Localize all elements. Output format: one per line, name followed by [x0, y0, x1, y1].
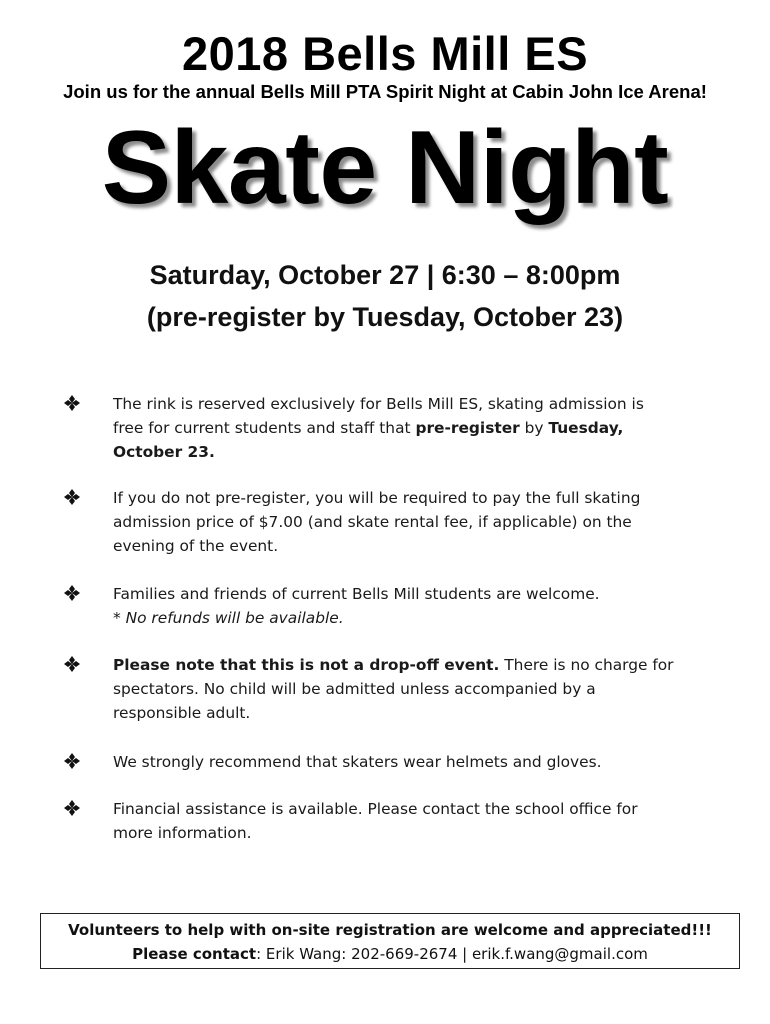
diamond-bullet-icon	[62, 393, 82, 413]
text-run-bold: Please note that this is not a drop-off event.	[113, 656, 500, 674]
list-item-line: Financial assistance is available. Please contact the school office for	[113, 800, 638, 818]
text-run-bold: Tuesday,	[548, 419, 624, 437]
contact-separator: :	[256, 945, 266, 963]
page-title: 2018 Bells Mill ES	[181, 27, 589, 80]
list-item-text	[113, 392, 703, 464]
list-item-text	[113, 750, 703, 774]
event-date-block	[0, 254, 770, 338]
diamond-bullet-icon	[62, 583, 82, 603]
page-subtitle: Join us for the annual Bells Mill PTA Spirit Night at Cabin John Ice Arena!	[63, 81, 707, 102]
headline: Skate Night	[101, 110, 669, 226]
event-date-time: Saturday, October 27 | 6:30 – 8:00pm	[149, 260, 621, 290]
list-item-line: October 23.	[113, 443, 215, 461]
list-item-line: evening of the event.	[113, 537, 279, 555]
text-run: free for current students and staff that	[113, 419, 416, 437]
diamond-bullet-icon	[62, 654, 82, 674]
list-item-line: * No refunds will be available.	[113, 609, 344, 627]
diamond-bullet-icon	[62, 487, 82, 507]
list-item-text	[113, 486, 703, 558]
list-item-line	[113, 653, 703, 677]
volunteer-contact	[41, 942, 739, 966]
event-register-note: (pre-register by Tuesday, October 23)	[146, 302, 624, 332]
list-item-line: The rink is reserved exclusively for Bells Mill ES, skating admission is	[113, 395, 644, 413]
list-item-line: If you do not pre-register, you will be required to pay the full skating	[113, 489, 641, 507]
text-run: by	[519, 419, 549, 437]
list-item-line: We strongly recommend that skaters wear helmets and gloves.	[113, 753, 602, 771]
list-item-line	[113, 416, 703, 440]
list-item-text	[113, 797, 703, 845]
list-item-line: responsible adult.	[113, 704, 251, 722]
diamond-bullet-icon	[62, 751, 82, 771]
text-run: There is no charge for	[499, 656, 674, 674]
list-item-line: spectators. No child will be admitted unless accompanied by a	[113, 680, 596, 698]
list-item-text	[113, 653, 703, 725]
volunteer-message: Volunteers to help with on-site registration are welcome and appreciated!!!	[68, 921, 712, 939]
contact-label: Please contact	[132, 945, 257, 963]
list-item-line: Families and friends of current Bells Mill students are welcome.	[113, 585, 600, 603]
list-item-line: more information.	[113, 824, 252, 842]
list-item-text	[113, 582, 703, 630]
volunteer-box	[40, 913, 740, 969]
diamond-bullet-icon	[62, 798, 82, 818]
text-run-bold: pre-register	[415, 419, 520, 437]
list-item-line: admission price of $7.00 (and skate rental fee, if applicable) on the	[113, 513, 632, 531]
contact-details: Erik Wang: 202-669-2674 | erik.f.wang@gmail.com	[265, 945, 648, 963]
